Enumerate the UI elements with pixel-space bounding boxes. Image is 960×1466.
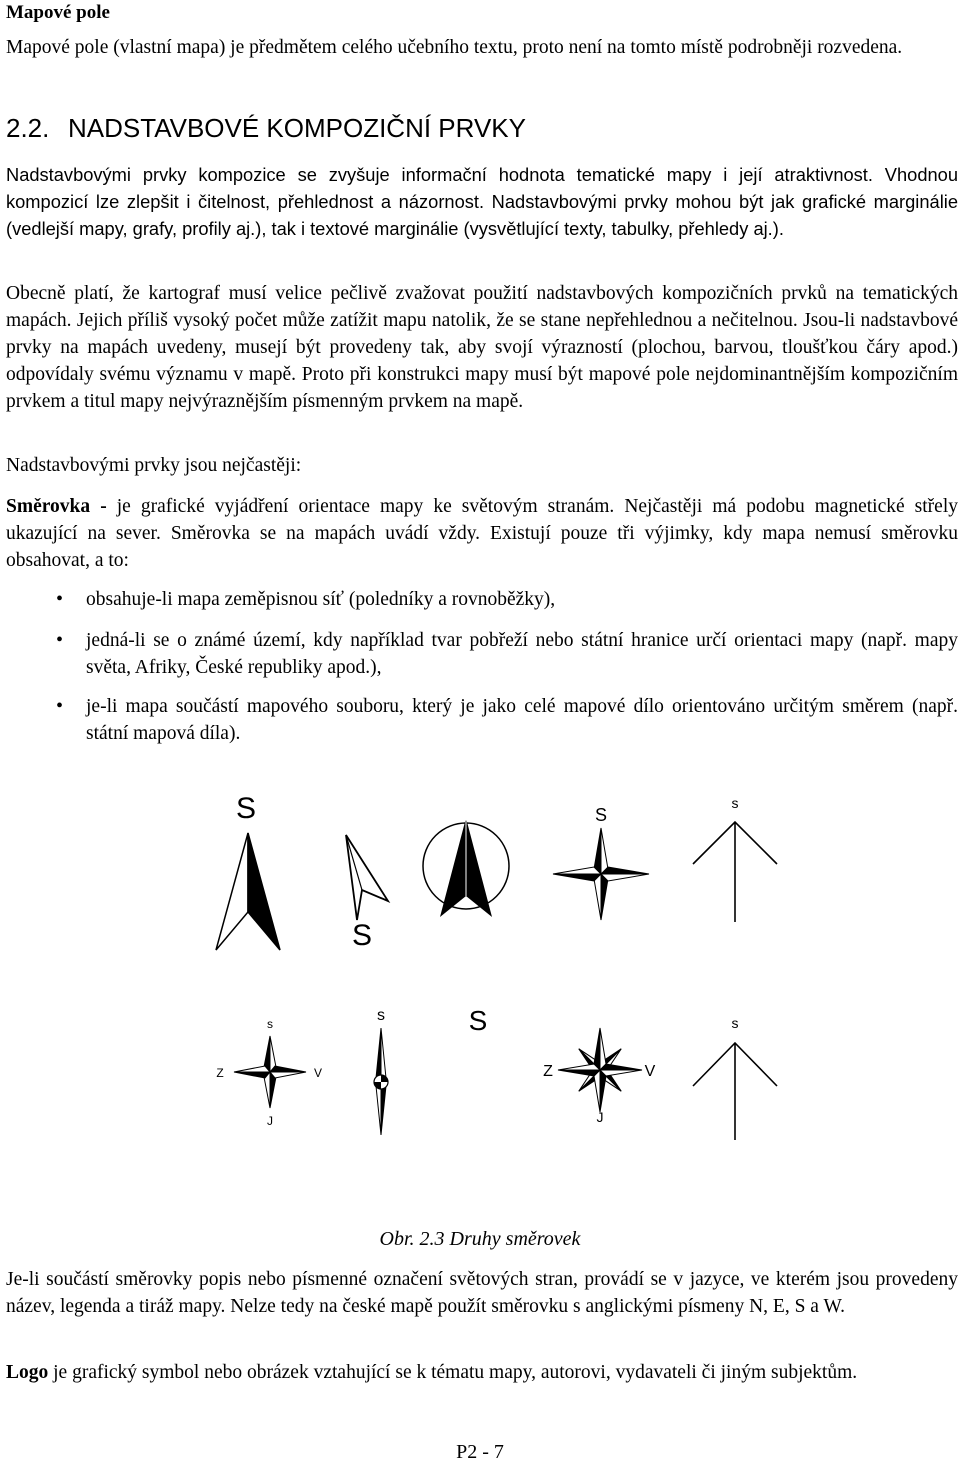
section-number: 2.2.: [6, 113, 50, 143]
list-item-text: jedná-li se o známé území, kdy například tvar pobřeží nebo státní hranice určí orientaci mapy (např. mapy světa, Afriky, České republiky apod.),: [86, 630, 958, 678]
term-north-arrow: Směrovka -: [6, 496, 107, 517]
north-arrow-6-icon: [216, 1017, 322, 1128]
list-item-text: obsahuje-li mapa zeměpisnou síť (poledníky a rovnoběžky),: [86, 589, 556, 610]
label-j: J: [267, 1114, 273, 1128]
label-s: S: [235, 792, 257, 825]
label-v: V: [644, 1063, 656, 1080]
paragraph-intro: Nadstavbovými prvky kompozice se zvyšuje informační hodnota tematické mapy i její atraktivnost. Vhodnou kompozicí lze zlepšit i čitelnost, přehlednost a názornost. Nadstavbovými prvky mohou být jak grafické marginálie (vedlejší mapy, grafy, profily aj.), tak i textové marginálie (vysvětlující texty, tabulky, přehledy aj.).: [6, 164, 958, 239]
north-arrow-8-icon: [469, 1005, 656, 1125]
label-z: Z: [543, 1063, 553, 1080]
paragraph-logo: [6, 1359, 958, 1386]
paragraph-map-field: Mapové pole (vlastní mapa) je předmětem celého učebního textu, proto není na tomto místě podrobněji rozvedena.: [6, 37, 903, 58]
label-j: J: [596, 1109, 604, 1125]
north-arrow-2-icon: [346, 835, 388, 952]
north-arrows-figure: [0, 770, 960, 1220]
label-s-small: s: [731, 795, 739, 811]
north-arrow-4-icon: [553, 805, 649, 920]
label-s-small: s: [377, 1007, 385, 1024]
term-logo: Logo: [6, 1362, 49, 1383]
north-arrow-1-icon: [216, 792, 280, 950]
label-v: V: [313, 1066, 323, 1080]
subheading-map-field: Mapové pole: [6, 2, 110, 23]
page-number: P2 - 7: [456, 1441, 504, 1463]
list-item-text: je-li mapa součástí mapového souboru, který je jako celé mapové dílo orientováno určitým směrem (např. státní mapová díla).: [86, 696, 958, 744]
paragraph-north-arrow: [6, 493, 958, 574]
section-heading: [6, 113, 526, 144]
north-arrow-5-icon: [693, 795, 777, 922]
bullet-icon: •: [56, 588, 64, 610]
logo-text: je grafický symbol nebo obrázek vztahující se k tématu mapy, autorovi, vydavateli či jiným subjektům.: [48, 1362, 858, 1383]
north-arrow-text: je grafické vyjádření orientace mapy ke světovým stranám. Nejčastěji má podobu magnetické střely ukazující na sever. Směrovka se na mapách uvádí vždy. Existují pouze tři výjimky, kdy mapa nemusí směrovku obsahovat, a to:: [6, 496, 958, 571]
label-s-small: s: [267, 1017, 273, 1031]
figure-caption: Obr. 2.3 Druhy směrovek: [379, 1228, 581, 1250]
section-title: NADSTAVBOVÉ KOMPOZIČNÍ PRVKY: [68, 113, 526, 143]
label-s: S: [351, 919, 373, 952]
paragraph-general: Obecně platí, že kartograf musí velice pečlivě zvažovat použití nadstavbových kompozičních prvků na tematických mapách. Jejich příliš vysoký počet může zatížit mapu natolik, že se stane nepřehlednou a nečitelnou. Jsou-li nadstavbové prvky na mapách uvedeny, musejí být provedeny tak, aby svojí výrazností (plochou, barvou, tloušťkou čáry apod.) odpovídaly svému významu v mapě. Proto při konstrukci mapy musí být mapové pole nejdominantnějším kompozičním prvkem a titul mapy nejvýraznějším písmenným prvkem na mapě.: [6, 283, 958, 412]
bullet-icon: •: [56, 629, 64, 651]
north-arrow-9-icon: [693, 1015, 777, 1140]
paragraph-language: Je-li součástí směrovky popis nebo písmenné označení světových stran, provádí se v jazyce, ve kterém jsou provedeny název, legenda a tiráž mapy. Nelze tedy na české mapě použít směrovku s anglickými písmeny N, E, S a W.: [6, 1269, 958, 1317]
north-arrow-7-icon: [374, 1007, 388, 1135]
label-s: S: [468, 1005, 488, 1036]
label-z: Z: [216, 1066, 224, 1080]
north-arrow-3-icon: [423, 818, 509, 917]
bullet-icon: •: [56, 695, 64, 717]
paragraph-list-intro: Nadstavbovými prvky jsou nejčastěji:: [6, 455, 302, 476]
label-s-small: s: [731, 1015, 739, 1031]
label-s: S: [594, 805, 608, 825]
